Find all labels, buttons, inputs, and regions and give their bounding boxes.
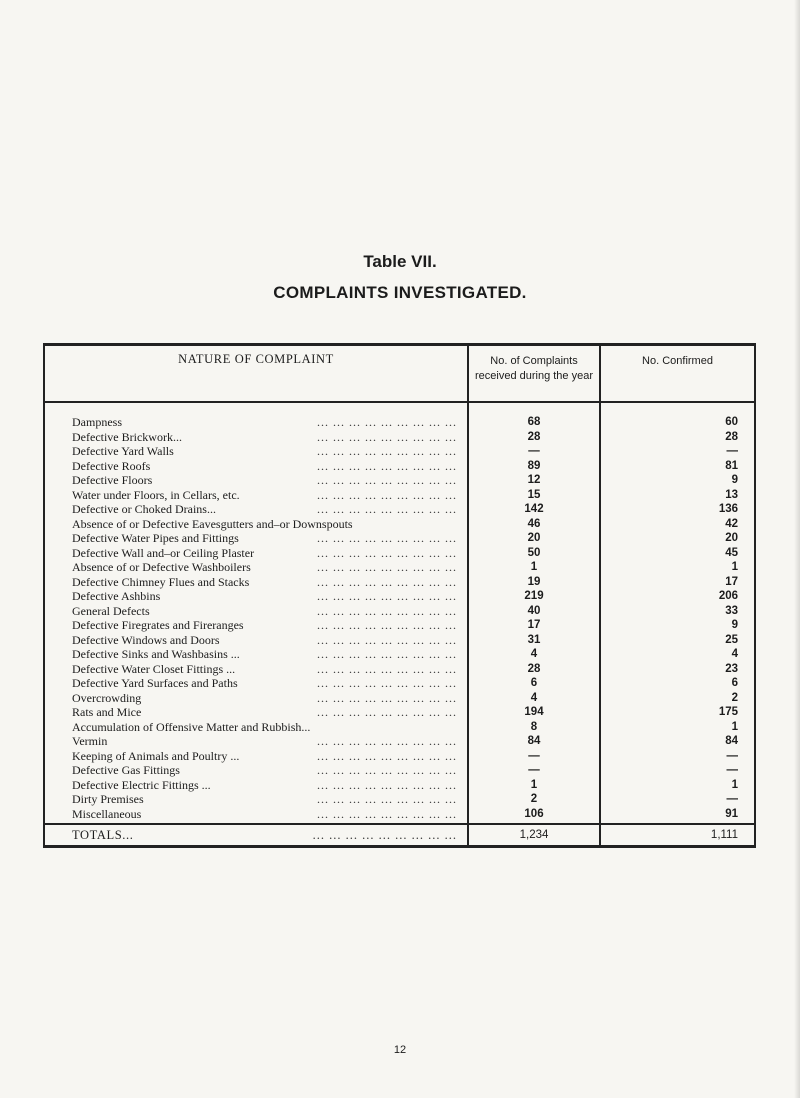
totals-confirmed: 1,111 xyxy=(710,829,738,841)
row-confirmed: 206 xyxy=(718,590,738,602)
row-nature xyxy=(45,792,467,807)
dot-leader: ... ... ... ... ... ... ... ... ... xyxy=(317,458,457,473)
dot-leader: ... ... ... ... ... ... ... ... ... xyxy=(317,806,457,821)
totals-received: 1,234 xyxy=(469,825,601,845)
header-received-line1: No. of Complaints xyxy=(490,355,578,367)
row-received: 50 xyxy=(527,546,541,559)
row-received: 15 xyxy=(527,488,541,501)
row-confirmed: 2 xyxy=(731,691,738,704)
row-nature xyxy=(45,546,467,561)
row-confirmed: 175 xyxy=(718,706,738,718)
header-confirmed: No. Confirmed xyxy=(642,355,713,367)
row-received: 12 xyxy=(527,474,541,486)
dot-leader: ... ... ... ... ... ... ... ... ... xyxy=(317,502,457,516)
row-received: 89 xyxy=(527,459,541,472)
dot-leader: ... ... ... ... ... ... ... ... ... xyxy=(317,748,457,763)
nature-label: Accumulation of Offensive Matter and Rubbish... xyxy=(72,719,311,734)
row-received: 19 xyxy=(527,575,541,588)
row-nature xyxy=(45,778,467,793)
dot-leader: ... ... ... ... ... ... ... ... ... xyxy=(317,676,457,690)
table-subtitle: COMPLAINTS INVESTIGATED. xyxy=(273,283,527,302)
nature-label: Defective Wall and–or Ceiling Plaster xyxy=(72,545,255,560)
row-confirmed: 17 xyxy=(725,575,738,588)
dot-leader: ... ... ... ... ... ... ... ... ... xyxy=(317,589,457,603)
row-nature xyxy=(45,749,467,764)
row-nature xyxy=(45,488,467,503)
row-nature xyxy=(45,502,467,517)
row-confirmed: 9 xyxy=(731,619,738,631)
dot-leader: ... ... ... ... ... ... ... ... ... xyxy=(317,705,457,719)
row-nature xyxy=(45,531,467,546)
row-nature xyxy=(45,705,467,720)
nature-label: Dampness xyxy=(72,415,122,429)
row-confirmed: 20 xyxy=(725,532,738,544)
row-received: 46 xyxy=(527,517,541,530)
row-received: — xyxy=(528,749,540,762)
row-confirmed: 33 xyxy=(725,604,738,617)
dot-leader: ... ... ... ... ... ... ... ... ... xyxy=(317,473,457,487)
row-confirmed: — xyxy=(726,793,738,805)
dot-leader: ... ... ... ... ... ... ... ... ... xyxy=(317,661,457,676)
nature-label: Defective Windows and Doors xyxy=(72,632,220,647)
row-nature xyxy=(45,517,467,532)
row-confirmed: 1 xyxy=(731,720,738,733)
nature-label: Defective Roofs xyxy=(72,458,151,473)
row-confirmed: — xyxy=(726,445,738,457)
dot-leader: ... ... ... ... ... ... ... ... ... xyxy=(317,560,457,574)
header-nature: NATURE OF COMPLAINT xyxy=(45,346,469,401)
row-received: 84 xyxy=(527,735,541,747)
row-received: 68 xyxy=(527,416,541,428)
dot-leader: ... ... ... ... ... ... ... ... ... xyxy=(317,763,457,777)
nature-label: Defective Chimney Flues and Stacks xyxy=(72,574,250,589)
dot-leader: ... ... ... ... ... ... ... ... ... xyxy=(317,415,457,429)
row-received: 142 xyxy=(524,503,544,515)
row-nature xyxy=(45,575,467,590)
nature-label: Defective Electric Fittings ... xyxy=(72,777,211,792)
row-received: 17 xyxy=(527,619,541,631)
row-received: 28 xyxy=(527,662,541,675)
dot-leader: ... ... ... ... ... ... ... ... ... xyxy=(317,647,457,661)
row-confirmed: 25 xyxy=(725,633,738,646)
row-nature xyxy=(45,807,467,822)
nature-label: Rats and Mice xyxy=(72,705,142,719)
row-nature xyxy=(45,415,467,430)
row-received: — xyxy=(528,445,540,457)
row-nature xyxy=(45,734,467,749)
row-nature xyxy=(45,647,467,662)
header-received xyxy=(469,346,601,401)
row-confirmed: 42 xyxy=(725,517,738,530)
dot-leader: ... ... ... ... ... ... ... ... ... xyxy=(317,603,457,618)
row-confirmed: 28 xyxy=(725,430,738,443)
row-received: 6 xyxy=(530,677,538,689)
dot-leader: ... ... ... ... ... ... ... ... ... xyxy=(317,574,457,589)
row-nature xyxy=(45,662,467,677)
row-nature xyxy=(45,720,467,735)
row-nature xyxy=(45,473,467,488)
dot-leader: ... ... ... ... ... ... ... ... ... xyxy=(317,690,457,705)
nature-column xyxy=(45,403,469,823)
row-confirmed: 13 xyxy=(725,488,738,501)
row-received: 4 xyxy=(530,691,538,704)
nature-label: Defective Water Closet Fittings ... xyxy=(72,661,236,676)
row-confirmed: 45 xyxy=(725,546,738,559)
row-confirmed: 9 xyxy=(731,474,738,486)
row-nature xyxy=(45,560,467,575)
row-received: 1 xyxy=(530,778,538,791)
dot-leader: ... ... ... ... ... ... ... ... ... xyxy=(317,734,457,748)
row-received: 8 xyxy=(530,720,538,733)
row-nature xyxy=(45,763,467,778)
nature-label: Defective Firegrates and Fireranges xyxy=(72,618,244,632)
table-title: Table VII. xyxy=(363,252,437,271)
row-nature xyxy=(45,589,467,604)
nature-label: Defective Brickwork... xyxy=(72,429,182,444)
dot-leader: ... ... ... ... ... ... ... ... ... xyxy=(317,777,457,792)
dot-leader: ... ... ... ... ... ... ... ... ... xyxy=(317,531,457,545)
totals-leader: ... ... ... ... ... ... ... ... ... xyxy=(312,828,457,842)
nature-label: Defective Yard Walls xyxy=(72,444,174,458)
row-received: 31 xyxy=(527,633,541,646)
row-confirmed: 84 xyxy=(725,735,738,747)
row-confirmed: 4 xyxy=(731,648,738,660)
nature-label: Miscellaneous xyxy=(72,806,142,821)
nature-label: Vermin xyxy=(72,734,108,748)
row-received: 194 xyxy=(524,706,544,718)
row-received: 219 xyxy=(524,590,544,602)
page-edge-shadow xyxy=(794,0,800,1098)
row-confirmed: 6 xyxy=(731,677,738,689)
nature-label: Dirty Premises xyxy=(72,792,144,806)
row-received: 2 xyxy=(530,793,538,805)
page-number: 12 xyxy=(393,1044,407,1056)
dot-leader: ... ... ... ... ... ... ... ... ... xyxy=(317,792,457,806)
table-body xyxy=(45,403,754,823)
row-nature xyxy=(45,691,467,706)
nature-label: Defective or Choked Drains... xyxy=(72,502,216,516)
dot-leader: ... ... ... ... ... ... ... ... ... xyxy=(317,429,457,444)
nature-label: Defective Floors xyxy=(72,473,153,487)
row-nature xyxy=(45,430,467,445)
row-confirmed: — xyxy=(726,764,738,776)
nature-label: Absence of or Defective Washboilers xyxy=(72,560,251,574)
dot-leader: ... ... ... ... ... ... ... ... ... xyxy=(317,618,457,632)
row-received: 4 xyxy=(530,648,538,660)
row-confirmed: 91 xyxy=(725,807,738,820)
nature-label: Absence of or Defective Eavesgutters and–or Downspouts xyxy=(72,516,353,531)
received-column xyxy=(469,403,601,823)
nature-label: General Defects xyxy=(72,603,150,618)
row-confirmed: — xyxy=(726,749,738,762)
nature-label: Defective Ashbins xyxy=(72,589,161,603)
row-nature xyxy=(45,633,467,648)
header-received-line2: received during the year xyxy=(474,370,593,382)
totals-label-cell xyxy=(45,825,469,845)
confirmed-column xyxy=(601,403,754,823)
nature-label: Keeping of Animals and Poultry ... xyxy=(72,748,240,763)
row-confirmed: 23 xyxy=(725,662,738,675)
row-nature xyxy=(45,444,467,459)
row-confirmed: 136 xyxy=(718,503,738,515)
complaints-table xyxy=(43,343,756,848)
row-received: 28 xyxy=(527,430,541,443)
row-confirmed: 81 xyxy=(725,459,738,472)
nature-label: Defective Gas Fittings xyxy=(72,763,180,777)
row-received: 20 xyxy=(527,532,541,544)
row-confirmed: 1 xyxy=(731,778,738,791)
dot-leader: ... ... ... ... ... ... ... ... ... xyxy=(317,487,457,502)
row-nature xyxy=(45,618,467,633)
nature-label: Defective Water Pipes and Fittings xyxy=(72,531,239,545)
nature-label: Defective Sinks and Washbasins ... xyxy=(72,647,240,661)
row-received: 40 xyxy=(527,604,541,617)
row-nature xyxy=(45,459,467,474)
dot-leader: ... ... ... ... ... ... ... ... ... xyxy=(317,545,457,560)
row-nature xyxy=(45,676,467,691)
row-received: — xyxy=(528,764,540,776)
nature-label: Defective Yard Surfaces and Paths xyxy=(72,676,238,690)
dot-leader: ... ... ... ... ... ... ... ... ... xyxy=(317,444,457,458)
row-confirmed: 1 xyxy=(731,561,738,573)
totals-row xyxy=(45,823,754,845)
row-received: 1 xyxy=(530,561,538,573)
row-confirmed: 60 xyxy=(725,416,738,428)
dot-leader: ... ... ... ... ... ... ... ... ... xyxy=(317,632,457,647)
nature-label: Water under Floors, in Cellars, etc. xyxy=(72,487,240,502)
nature-label: Overcrowding xyxy=(72,690,142,705)
row-received: 106 xyxy=(524,807,544,820)
totals-label: TOTALS... xyxy=(72,828,134,842)
table-header xyxy=(45,346,754,403)
row-nature xyxy=(45,604,467,619)
